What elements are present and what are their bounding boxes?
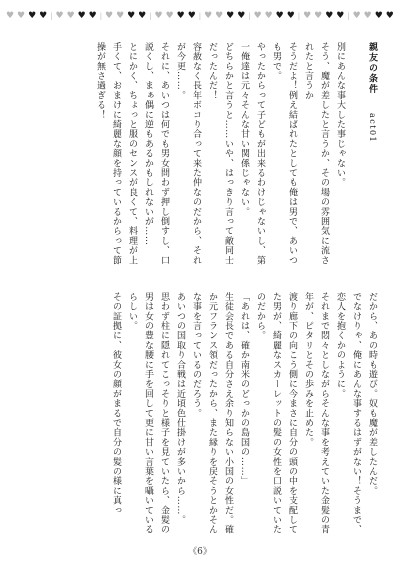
heart-icon: ♥ xyxy=(264,11,273,21)
paragraph: 渡り廊下の向こう側に今まさに自分の頭の中を支配してた男が、綺麗なスカーレットの髪の女性を口説いていたのだから。 xyxy=(255,292,297,535)
ornament-separator: | xyxy=(198,12,202,20)
heart-icon: ♥ xyxy=(165,11,174,21)
heart-icon: ♥ xyxy=(336,11,345,21)
chapter-number: act01 xyxy=(368,113,377,144)
paragraph: だから、あの時も遊び。奴も魔が差したんだ。 xyxy=(367,292,377,496)
heart-icon: ♥ xyxy=(138,11,147,21)
heart-icon: ♥ xyxy=(88,11,97,21)
page-number: 《6》 xyxy=(188,547,212,557)
heart-icon: ♥ xyxy=(303,11,312,21)
heart-icon: ♥ xyxy=(187,11,196,21)
paragraph: そうだよ！例え結ばれたとしても俺は男で、あいつも男で。 xyxy=(271,42,297,266)
heart-icon: ♥ xyxy=(314,11,323,21)
heart-icon: ♥ xyxy=(226,11,235,21)
paragraph: 容赦なく長年ボコり合って来た仲なのだから、それが今更……。 xyxy=(175,42,201,266)
heart-icon: ♥ xyxy=(39,11,48,21)
heart-icon: ♥ xyxy=(105,11,114,21)
ornament-separator: | xyxy=(50,12,53,20)
ornament-separator: | xyxy=(149,12,152,20)
paragraph: 生徒会長である自分さえ余り知らない小国の女性だ。確か元フランス領だったから、また縁りを戻そうとかそんな事を言っているのだろう。 xyxy=(191,292,233,535)
paragraph: とにかく、ちょっと服のセンスが良くて、料理が上手くて、おまけに綺麗な顔を持っているからって節操が無さ過ぎる！ xyxy=(95,42,137,266)
heart-icon: ♥ xyxy=(204,11,213,21)
heart-icon: ♥ xyxy=(6,11,15,21)
ornament-separator: | xyxy=(248,12,251,20)
heart-icon: ♥ xyxy=(253,11,262,21)
heart-icon: ♥ xyxy=(154,11,163,21)
paragraph: それまで悶々としながらそんな事を考えていた金髪の青年が、ピタリとその歩みを止めた。 xyxy=(303,292,329,535)
heart-icon: ♥ xyxy=(286,11,295,21)
paragraph: 「あれは、確か南米のどっかの島国の……」 xyxy=(239,292,249,486)
heart-icon: ♥ xyxy=(374,11,383,21)
text-block-top xyxy=(20,42,380,273)
heart-icon: ♥ xyxy=(17,11,26,21)
page-body xyxy=(20,42,380,542)
heart-icon: ♥ xyxy=(385,11,394,21)
paragraph: 思わず柱に隠れてこっそりと様子を見ていたら、金髪の男は女の豊な腰に手を回して更に甘い言葉を囁いているらしい。 xyxy=(127,292,169,535)
heart-icon: ♥ xyxy=(275,11,284,21)
paragraph: それに、あいつは何でも男女問わず押し倒すし、口説くし、まぁ偶に逆もあるかもしれないが…… xyxy=(143,42,169,266)
paragraph: でなけりゃ、俺にあんな事するはずがない！そうまで、恋人を抱くかのように。 xyxy=(335,292,361,535)
ornament-separator: | xyxy=(297,12,301,20)
heart-icon: ♥ xyxy=(116,11,125,21)
heart-icon: ♥ xyxy=(77,11,86,21)
ornament-separator: | xyxy=(99,12,103,20)
paragraph: やったからって子どもが出来るわけじゃないし、第一俺達は元々そんな甘い関係じゃない。 xyxy=(239,42,265,266)
paragraph: その証拠に、彼女の顔がまるで自分の髪の様に真っ xyxy=(111,292,121,516)
ornament-separator: | xyxy=(347,12,350,20)
heart-icon: ♥ xyxy=(215,11,224,21)
paragraph: そう、魔が差したと言うか、その場の雰囲気に流されたと言うか xyxy=(303,42,329,266)
chapter-heading xyxy=(364,42,380,273)
heart-icon: ♥ xyxy=(176,11,185,21)
chapter-title: 親友の条件 xyxy=(367,42,377,95)
paragraph: どちらかと言うと……いや、はっきり言って敵同士だったんだ！ xyxy=(207,42,233,266)
paragraph: あいつの国取り合戦は近頃色仕掛けが多いから……。 xyxy=(175,292,185,525)
heart-border-ornament xyxy=(6,10,394,22)
heart-icon: ♥ xyxy=(363,11,372,21)
text-block-bottom xyxy=(20,292,380,542)
heart-icon: ♥ xyxy=(325,11,334,21)
heart-icon: ♥ xyxy=(352,11,361,21)
heart-icon: ♥ xyxy=(237,11,246,21)
heart-icon: ♥ xyxy=(127,11,136,21)
heart-icon: ♥ xyxy=(66,11,75,21)
heart-icon: ♥ xyxy=(28,11,37,21)
heart-icon: ♥ xyxy=(55,11,64,21)
paragraph: 別にあんな事大した事じゃない。 xyxy=(335,42,345,188)
